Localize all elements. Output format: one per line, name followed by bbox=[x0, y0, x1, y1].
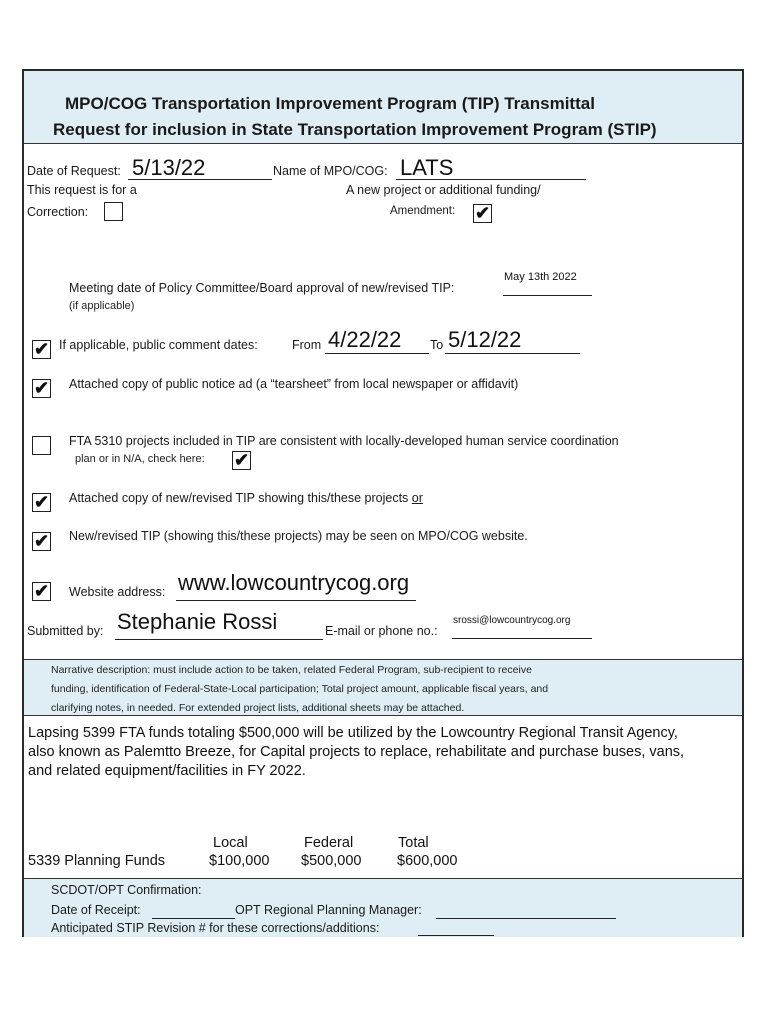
date-of-request-field[interactable] bbox=[128, 155, 272, 180]
checkmark-icon: ✔ bbox=[33, 492, 50, 512]
narrative-bottom-divider bbox=[24, 715, 742, 716]
fta-na-checkbox[interactable] bbox=[232, 451, 251, 470]
submitted-by-field[interactable] bbox=[115, 609, 323, 640]
amendment-label: Amendment: bbox=[390, 205, 456, 217]
funding-header-total: Total bbox=[398, 835, 429, 851]
header-divider bbox=[24, 143, 742, 144]
narrative-text-line3: and related equipment/facilities in FY 2022. bbox=[28, 763, 306, 779]
correction-label: Correction: bbox=[27, 205, 89, 219]
date-of-request-value: 5/13/22 bbox=[132, 155, 206, 180]
scdot-title: SCDOT/OPT Confirmation: bbox=[51, 883, 202, 897]
narrative-text-line1: Lapsing 5399 FTA funds totaling $500,000 will be utilized by the Lowcountry Regional Transit Agency, bbox=[28, 725, 678, 741]
public-comment-label: If applicable, public comment dates: bbox=[59, 338, 258, 352]
opt-manager-label: OPT Regional Planning Manager: bbox=[235, 903, 422, 917]
narrative-instr-line2: funding, identification of Federal-State-Local participation; Total project amount, applicable fiscal years, and bbox=[51, 683, 549, 695]
meeting-date-field[interactable] bbox=[503, 271, 592, 296]
checkmark-icon: ✔ bbox=[474, 203, 491, 223]
receipt-date-label: Date of Receipt: bbox=[51, 903, 141, 917]
email-phone-label: E-mail or phone no.: bbox=[325, 624, 438, 638]
funding-header-local: Local bbox=[213, 835, 248, 851]
funding-row-label: 5339 Planning Funds bbox=[28, 853, 166, 869]
attached-tip-text: Attached copy of new/revised TIP showing this/these projects bbox=[69, 491, 409, 505]
website-tip-label: New/revised TIP (showing this/these projects) may be seen on MPO/COG website. bbox=[69, 529, 528, 543]
stip-revision-field[interactable] bbox=[418, 924, 494, 936]
narrative-instr-line3: clarifying notes, in needed. For extended project lists, additional sheets may be attached. bbox=[51, 702, 465, 714]
checkmark-icon: ✔ bbox=[233, 450, 250, 470]
website-address-field[interactable] bbox=[176, 570, 416, 601]
submitted-by-label: Submitted by: bbox=[27, 624, 104, 638]
checkmark-icon: ✔ bbox=[33, 339, 50, 359]
narrative-instr-line1: Narrative description: must include action to be taken, related Federal Program, sub-recipient to receive bbox=[51, 664, 532, 676]
comment-to-value: 5/12/22 bbox=[448, 327, 522, 352]
form-title-line1: MPO/COG Transportation Improvement Program (TIP) Transmittal bbox=[65, 94, 595, 113]
email-phone-field[interactable] bbox=[452, 615, 592, 639]
website-address-checkbox[interactable] bbox=[32, 582, 51, 601]
submitted-by-value: Stephanie Rossi bbox=[117, 609, 278, 634]
comment-to-label: To bbox=[430, 338, 444, 352]
funding-local-value: $100,000 bbox=[209, 853, 270, 869]
funding-federal-value: $500,000 bbox=[301, 853, 362, 869]
website-address-label: Website address: bbox=[69, 585, 166, 599]
checkmark-icon: ✔ bbox=[33, 378, 50, 398]
public-comment-checkbox[interactable] bbox=[32, 340, 51, 359]
opt-manager-field[interactable] bbox=[436, 906, 616, 919]
checkmark-icon: ✔ bbox=[33, 581, 50, 601]
amendment-checkbox[interactable] bbox=[473, 204, 492, 223]
fta-5310-label: FTA 5310 projects included in TIP are consistent with locally-developed human service coordination bbox=[69, 434, 619, 448]
meeting-date-value: May 13th 2022 bbox=[504, 271, 577, 283]
mpo-name-value: LATS bbox=[400, 155, 454, 180]
attached-tip-or: or bbox=[411, 491, 423, 505]
comment-from-label: From bbox=[292, 338, 322, 352]
website-address-value: www.lowcountrycog.org bbox=[178, 570, 410, 595]
mpo-name-label: Name of MPO/COG: bbox=[273, 164, 388, 178]
meeting-date-note: (if applicable) bbox=[69, 300, 135, 312]
narrative-text-line2: also known as Palemtto Breeze, for Capital projects to replace, rehabilitate and purchase buses, vans, bbox=[28, 744, 685, 760]
stip-revision-label: Anticipated STIP Revision # for these corrections/additions: bbox=[51, 921, 380, 935]
notice-ad-label: Attached copy of public notice ad (a “tearsheet” from local newspaper or affidavit) bbox=[69, 377, 519, 391]
website-tip-checkbox[interactable] bbox=[32, 532, 51, 551]
notice-ad-checkbox[interactable] bbox=[32, 379, 51, 398]
correction-checkbox[interactable] bbox=[104, 202, 123, 221]
mpo-name-field[interactable] bbox=[396, 155, 586, 180]
fta-5310-checkbox[interactable] bbox=[32, 436, 51, 455]
funding-total-value: $600,000 bbox=[397, 853, 458, 869]
attached-tip-checkbox[interactable] bbox=[32, 493, 51, 512]
checkmark-icon: ✔ bbox=[33, 531, 50, 551]
receipt-date-field[interactable] bbox=[152, 906, 235, 919]
tip-transmittal-form bbox=[22, 69, 744, 937]
date-of-request-label: Date of Request: bbox=[27, 164, 121, 178]
funding-header-federal: Federal bbox=[304, 835, 354, 851]
meeting-date-label: Meeting date of Policy Committee/Board approval of new/revised TIP: bbox=[69, 281, 455, 295]
form-title-line2: Request for inclusion in State Transportation Improvement Program (STIP) bbox=[53, 120, 657, 139]
comment-from-value: 4/22/22 bbox=[328, 327, 402, 352]
fta-na-label: plan or in N/A, check here: bbox=[75, 453, 205, 465]
comment-to-field[interactable] bbox=[445, 327, 580, 354]
new-project-label: A new project or additional funding/ bbox=[346, 183, 541, 197]
email-phone-value: srossi@lowcountrycog.org bbox=[453, 615, 571, 626]
attached-tip-label bbox=[69, 491, 423, 505]
comment-from-field[interactable] bbox=[325, 327, 429, 354]
request-for-label: This request is for a bbox=[27, 183, 137, 197]
